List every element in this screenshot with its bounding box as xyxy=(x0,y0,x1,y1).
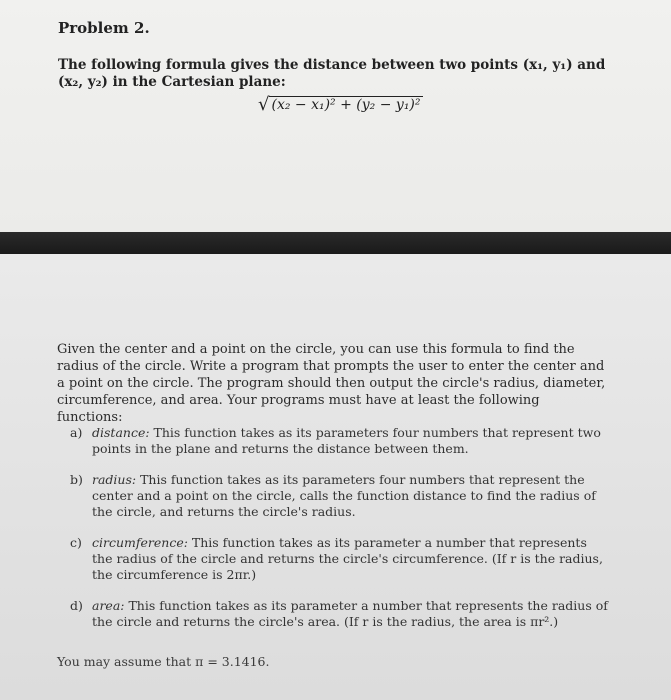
function-description: This function takes as its parameter a number that represents the radius of the circle and returns the circle's area. (If r is the radius, the area is πr².) xyxy=(92,598,608,629)
function-name: area: xyxy=(92,598,125,613)
dark-divider-band xyxy=(0,232,671,254)
list-item-letter: d) xyxy=(70,598,83,613)
list-item-letter: b) xyxy=(70,472,83,487)
distance-formula xyxy=(258,94,423,115)
list-item xyxy=(70,472,610,520)
list-item-letter: a) xyxy=(70,425,83,440)
formula-radicand: (x₂ − x₁)² + (y₂ − y₁)² xyxy=(271,97,421,113)
list-item-text xyxy=(92,472,610,520)
function-name: circumference: xyxy=(92,535,188,550)
list-item-text xyxy=(92,535,610,583)
pi-assumption: You may assume that π = 3.1416. xyxy=(57,654,270,669)
list-item xyxy=(70,535,610,583)
function-list xyxy=(70,425,610,645)
square-root-symbol: √ xyxy=(258,94,270,115)
problem-title: Problem 2. xyxy=(58,19,150,37)
problem-description: Given the center and a point on the circle, you can use this formula to find the radius of the circle. Write a program that prompts the user to enter the center and a point on the circle. The program should then output the circle's radius, diameter, circumference, and area. Your programs must have at least the following functions: xyxy=(57,342,606,425)
list-item-letter: c) xyxy=(70,535,82,550)
list-item-text xyxy=(92,425,610,457)
list-item-text xyxy=(92,598,610,630)
list-item xyxy=(70,425,610,457)
function-name: distance: xyxy=(92,425,150,440)
function-description: This function takes as its parameter a number that represents the radius of the circle and returns the circle's circumference. (If r is the radius, the circumference is 2πr.) xyxy=(92,535,603,582)
function-name: radius: xyxy=(92,472,137,487)
list-item xyxy=(70,598,610,630)
problem-intro: The following formula gives the distance between two points (x₁, y₁) and (x₂, y₂) in the Cartesian plane: xyxy=(58,57,606,90)
function-description: This function takes as its parameters four numbers that represent the center and a point on the circle, calls the function distance to find the radius of the circle, and returns the circle's radius. xyxy=(92,472,596,519)
function-description: This function takes as its parameters four numbers that represent two points in the plane and returns the distance between them. xyxy=(92,425,601,456)
